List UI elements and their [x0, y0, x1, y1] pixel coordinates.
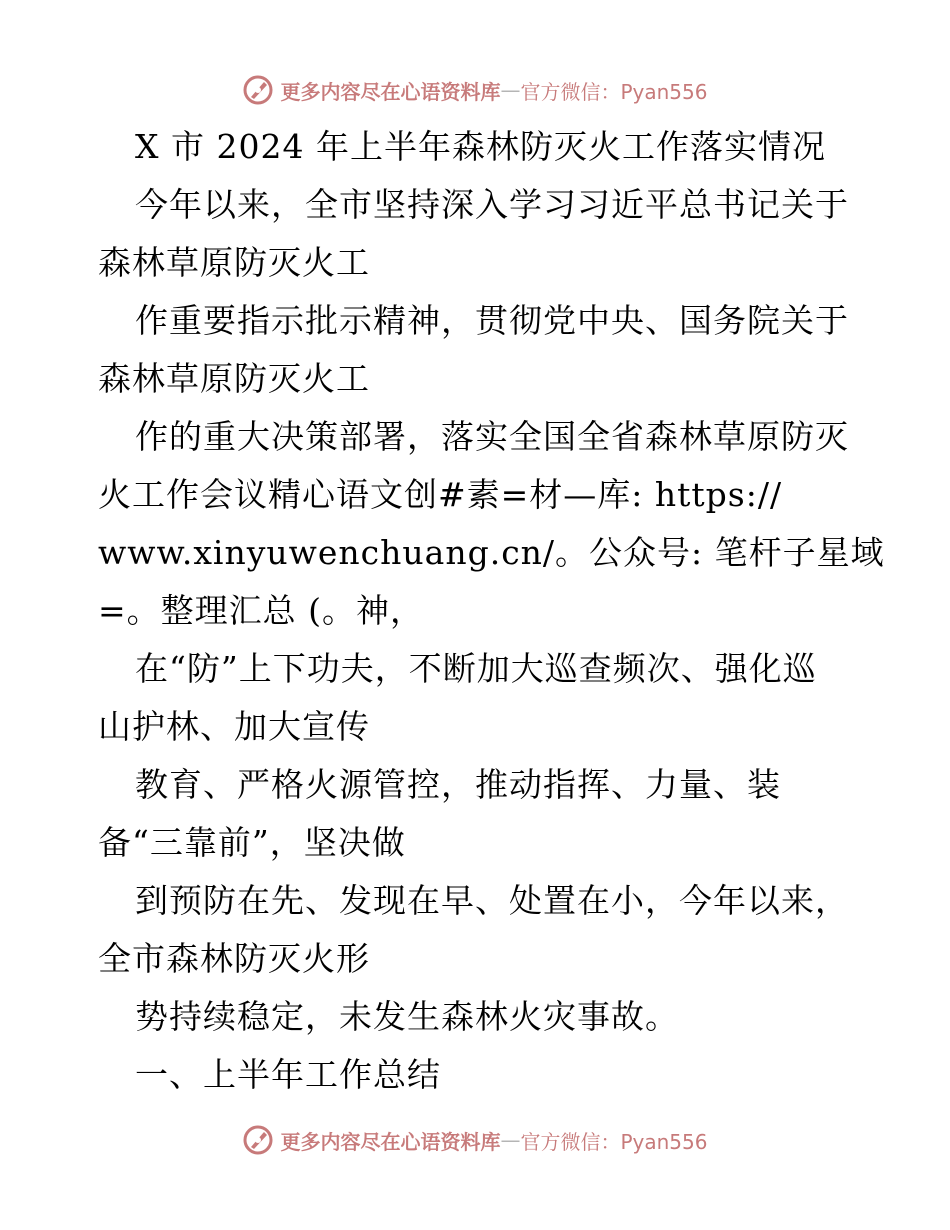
paragraph-line: 今年以来，全市坚持深入学习习近平总书记关于 [135, 185, 849, 224]
paragraph-line: www.xinyuwenchuang.cn/。公众号: 笔杆子星域 [98, 533, 885, 572]
paragraph-line: 备“三靠前”，坚决做 [98, 823, 406, 862]
banner-main-text: 更多内容尽在心语资料库 [280, 79, 501, 104]
paragraph-line: 森林草原防灭火工 [98, 359, 370, 398]
banner-wechat-text: 官方微信：Pyan556 [520, 79, 708, 104]
paragraph-line: 火工作会议精心语文创#素=材—库: https:// [98, 475, 783, 514]
paragraph-line: 全市森林防灭火形 [98, 939, 370, 978]
paragraph-line: 教育、严格火源管控，推动指挥、力量、装 [135, 765, 781, 804]
banner-main-text: 更多内容尽在心语资料库 [280, 1129, 501, 1154]
paragraph-line: 到预防在先、发现在早、处置在小，今年以来， [135, 881, 849, 920]
paragraph-line: 在“防”上下功夫，不断加大巡查频次、强化巡 [135, 649, 817, 688]
document-title: X 市 2024 年上半年森林防灭火工作落实情况 [135, 127, 826, 166]
footer-banner [0, 1120, 950, 1160]
paragraph-line: =。整理汇总 (。神， [98, 591, 425, 630]
header-banner [0, 70, 950, 110]
section-heading: 一、上半年工作总结 [135, 1055, 441, 1094]
banner-wechat-text: 官方微信：Pyan556 [520, 1129, 708, 1154]
paragraph-line: 森林草原防灭火工 [98, 243, 370, 282]
banner-separator: — [500, 78, 521, 102]
pen-circle-logo-icon [242, 1124, 274, 1156]
paragraph-line: 势持续稳定，未发生森林火灾事故。 [135, 997, 679, 1036]
pen-circle-logo-icon [242, 74, 274, 106]
banner-separator: — [500, 1128, 521, 1152]
paragraph-line: 山护林、加大宣传 [98, 707, 370, 746]
paragraph-line: 作的重大决策部署，落实全国全省森林草原防灭 [135, 417, 849, 456]
document-body [98, 118, 885, 1104]
paragraph-line: 作重要指示批示精神，贯彻党中央、国务院关于 [135, 301, 849, 340]
